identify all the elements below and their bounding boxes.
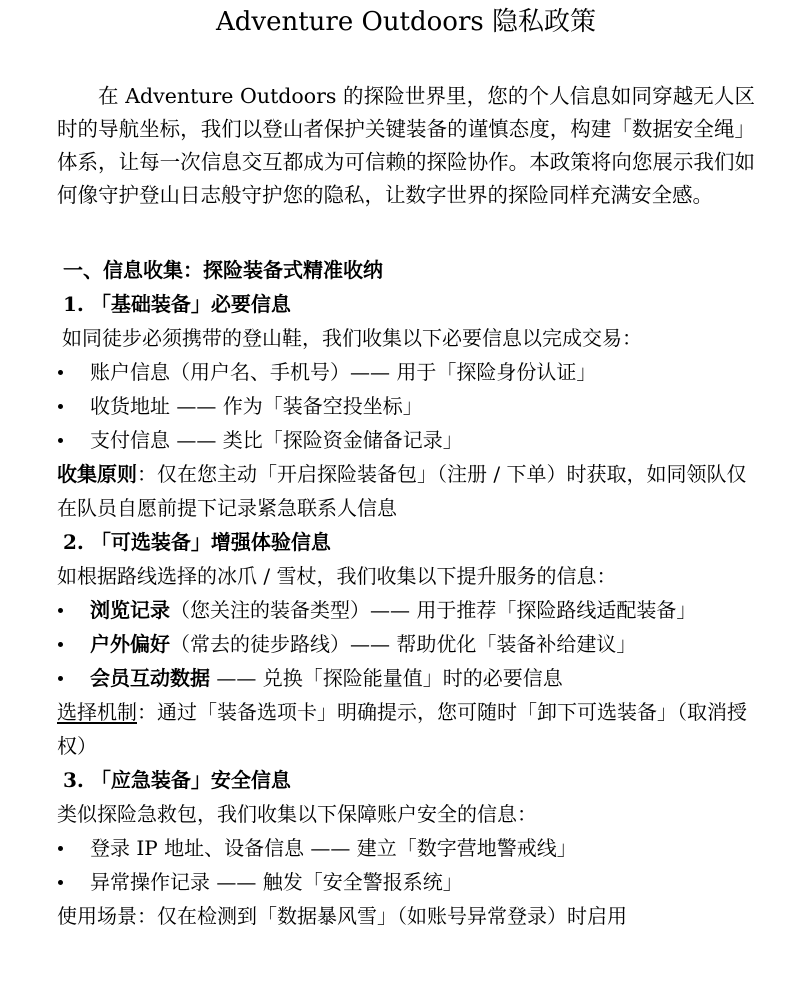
subsection-heading-emergency: 3. 「应急装备」安全信息 — [63, 768, 291, 792]
list-item: 账户信息（用户名、手机号）—— 用于「探险身份认证」 — [57, 355, 755, 389]
subsection-heading-basic: 1. 「基础装备」必要信息 — [63, 292, 291, 316]
intro-paragraph: 在 Adventure Outdoors 的探险世界里，您的个人信息如同穿越无人区时的导航坐标，我们以登山者保护关键装备的谨慎态度，构建「数据安全绳」体系，让每一次信息交互都成为可信赖的探险协作。本政策将向您展示我们如何像守护登山日志般守护您的隐私，让数字世界的探险同样充满安全感。 — [57, 84, 755, 207]
list-item: 异常操作记录 —— 触发「安全警报系统」 — [57, 865, 755, 899]
optional-lead-text: 如根据路线选择的冰爪 / 雪杖，我们收集以下提升服务的信息： — [57, 564, 617, 588]
list-item: 收货地址 —— 作为「装备空投坐标」 — [57, 389, 755, 423]
section-heading-info-collection: 一、信息收集：探险装备式精准收纳 — [63, 258, 383, 282]
page-title: Adventure Outdoors 隐私政策 — [215, 7, 596, 37]
emergency-info-list — [57, 831, 755, 899]
list-item-label: 户外偏好 — [90, 632, 170, 656]
collection-principle-label: 收集原则 — [57, 462, 137, 486]
selection-mechanism-label: 选择机制 — [57, 700, 137, 724]
list-item-text: （您关注的装备类型）—— 用于推荐「探险路线适配装备」 — [170, 598, 697, 622]
list-item-label: 浏览记录 — [90, 598, 170, 622]
basic-lead-text: 如同徒步必须携带的登山鞋，我们收集以下必要信息以完成交易： — [62, 326, 642, 350]
selection-mechanism — [57, 695, 755, 763]
list-item — [57, 627, 755, 661]
selection-mechanism-text: ：通过「装备选项卡」明确提示，您可随时「卸下可选装备」（取消授权） — [57, 700, 747, 758]
emergency-lead-text: 类似探险急救包，我们收集以下保障账户安全的信息： — [57, 802, 537, 826]
usage-scenario: 使用场景：仅在检测到「数据暴风雪」（如账号异常登录）时启用 — [57, 904, 627, 928]
list-item-text: （常去的徒步路线）—— 帮助优化「装备补给建议」 — [170, 632, 637, 656]
basic-info-list — [57, 355, 755, 457]
list-item — [57, 593, 755, 627]
collection-principle-text: ：仅在您主动「开启探险装备包」（注册 / 下单）时获取，如同领队仅在队员自愿前提下记录紧急联系人信息 — [57, 462, 747, 520]
list-item — [57, 661, 755, 695]
subsection-heading-optional: 2. 「可选装备」增强体验信息 — [63, 530, 331, 554]
collection-principle — [57, 457, 755, 525]
optional-info-list — [57, 593, 755, 695]
list-item-text: —— 兑换「探险能量值」时的必要信息 — [210, 666, 563, 690]
list-item: 登录 IP 地址、设备信息 —— 建立「数字营地警戒线」 — [57, 831, 755, 865]
list-item-label: 会员互动数据 — [90, 666, 210, 690]
list-item: 支付信息 —— 类比「探险资金储备记录」 — [57, 423, 755, 457]
